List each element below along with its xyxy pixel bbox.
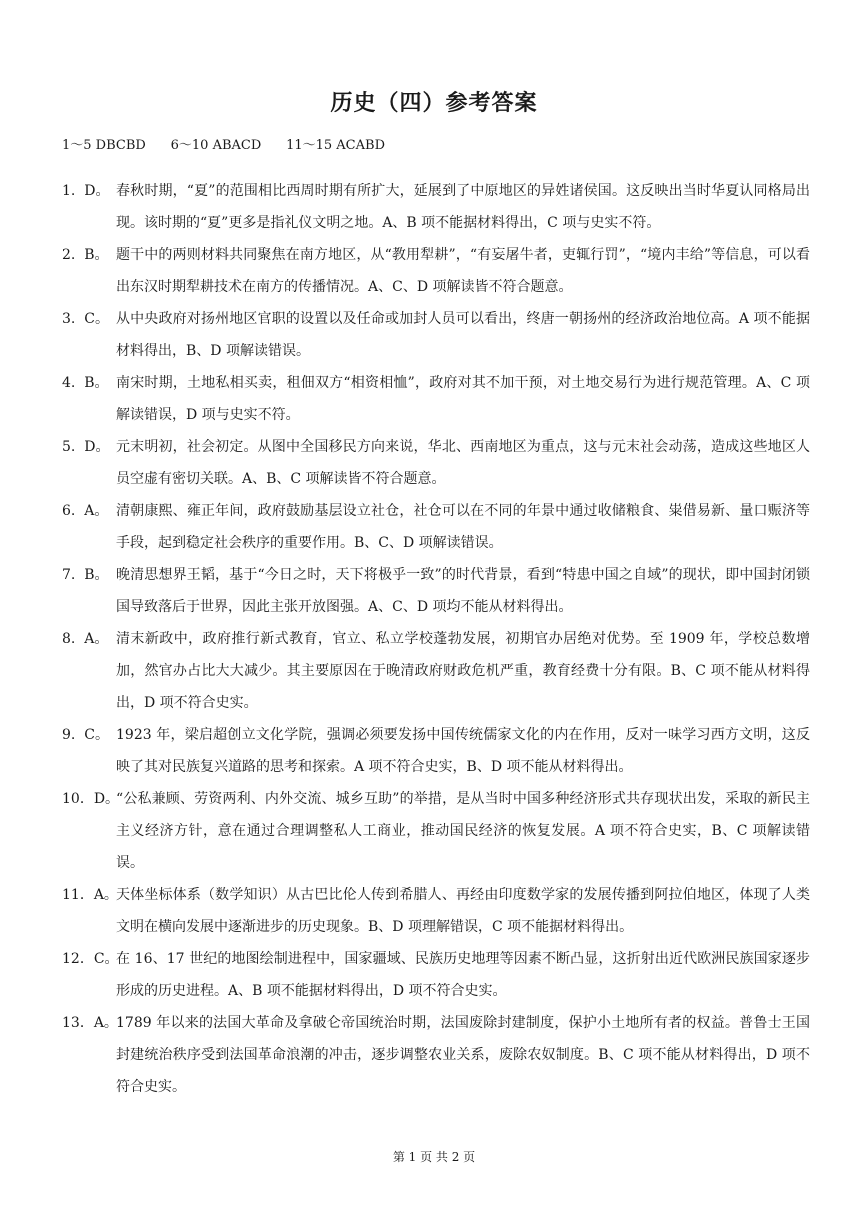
answer-item-5 [62, 431, 810, 495]
answer-number: 8. A。 [62, 631, 109, 647]
answer-explanation: 春秋时期，“夏”的范围相比西周时期有所扩大，延展到了中原地区的异姓诸侯国。这反映出当时华夏认同格局出现。该时期的“夏”更多是指礼仪文明之地。A、B 项不能据材料得出，C 项与史实不符。 [116, 183, 810, 231]
answer-key-group-2: 6～10 ABACD [170, 138, 262, 153]
answer-item-7 [62, 559, 810, 623]
answer-number: 6. A。 [62, 503, 109, 519]
answer-explanation: 天体坐标体系（数学知识）从古巴比伦人传到希腊人、再经由印度数学家的发展传播到阿拉伯地区，体现了人类文明在横向发展中逐渐进步的历史现象。B、D 项理解错误，C 项不能据材料得出。 [116, 887, 810, 935]
answer-item-9 [62, 719, 810, 783]
answer-explanation: 晚清思想界王韬，基于“今日之时，天下将极乎一致”的时代背景，看到“特患中国之自域”的现状，即中国封闭锁国导致落后于世界，因此主张开放图强。A、C、D 项均不能从材料得出。 [116, 567, 810, 615]
answer-number: 9. C。 [62, 727, 109, 743]
page-footer: 第 1 页 共 2 页 [392, 1150, 476, 1164]
answer-number: 2. B。 [62, 247, 109, 263]
answer-item-2 [62, 239, 810, 303]
answer-number: 1. D。 [62, 183, 110, 199]
answer-explanation: 元末明初，社会初定。从图中全国移民方向来说，华北、西南地区为重点，这与元末社会动荡，造成这些地区人员空虚有密切关联。A、B、C 项解读皆不符合题意。 [116, 439, 810, 487]
answer-item-1 [62, 175, 810, 239]
answer-key-group-1: 1～5 DBCBD [62, 138, 146, 153]
answer-number: 10．D。 [62, 791, 120, 807]
answer-explanation: “公私兼顾、劳资两利、内外交流、城乡互助”的举措，是从当时中国多种经济形式共存现状出发，采取的新民主主义经济方针，意在通过合理调整私人工商业，推动国民经济的恢复发展。A 项不符合史实，B、C 项解读错误。 [116, 791, 810, 871]
answer-item-8 [62, 623, 810, 719]
answer-key-group-3: 11～15 ACABD [286, 138, 385, 153]
answer-explanation: 南宋时期，土地私相买卖，租佃双方“相资相恤”，政府对其不加干预，对土地交易行为进行规范管理。A、C 项解读错误，D 项与史实不符。 [116, 375, 810, 423]
answer-number: 11．A。 [62, 887, 118, 903]
answer-explanation: 1923 年，梁启超创立文化学院，强调必须要发扬中国传统儒家文化的内在作用，反对一味学习西方文明，这反映了其对民族复兴道路的思考和探索。A 项不符合史实，B、D 项不能从材料得出。 [116, 727, 810, 775]
answer-item-12 [62, 943, 810, 1007]
answer-item-11 [62, 879, 810, 943]
answer-explanation: 题干中的两则材料共同聚焦在南方地区，从“教用犁耕”，“有妄屠牛者，吏辄行罚”，“境内丰给”等信息，可以看出东汉时期犁耕技术在南方的传播情况。A、C、D 项解读皆不符合题意。 [116, 247, 810, 295]
answer-number: 12．C。 [62, 951, 119, 967]
answer-explanation: 清末新政中，政府推行新式教育，官立、私立学校蓬勃发展，初期官办居绝对优势。至 1909 年，学校总数增加，然官办占比大大减少。其主要原因在于晚清政府财政危机严重，教育经费十分有限。B、C 项不能从材料得出，D 项不符合史实。 [116, 631, 810, 711]
answer-number: 3. C。 [62, 311, 109, 327]
answer-explanation: 清朝康熙、雍正年间，政府鼓励基层设立社仓，社仓可以在不同的年景中通过收储粮食、粜借易新、量口赈济等手段，起到稳定社会秩序的重要作用。B、C、D 项解读错误。 [116, 503, 810, 551]
answer-item-6 [62, 495, 810, 559]
answer-explanation: 在 16、17 世纪的地图绘制进程中，国家疆域、民族历史地理等因素不断凸显，这折射出近代欧洲民族国家逐步形成的历史进程。A、B 项不能据材料得出，D 项不符合史实。 [116, 951, 810, 999]
answer-explanation: 从中央政府对扬州地区官职的设置以及任命或加封人员可以看出，终唐一朝扬州的经济政治地位高。A 项不能据材料得出，B、D 项解读错误。 [116, 311, 810, 359]
answer-item-3 [62, 303, 810, 367]
answer-number: 5. D。 [62, 439, 110, 455]
answer-explanation: 1789 年以来的法国大革命及拿破仑帝国统治时期，法国废除封建制度，保护小土地所有者的权益。普鲁士王国封建统治秩序受到法国革命浪潮的冲击，逐步调整农业关系，废除农奴制度。B、C 项不能从材料得出，D 项不符合史实。 [116, 1015, 810, 1095]
answer-explanations [62, 175, 810, 1103]
answer-item-4 [62, 367, 810, 431]
answer-number: 13．A。 [62, 1015, 118, 1031]
page-title: 历史（四）参考答案 [330, 90, 538, 116]
answer-number: 4. B。 [62, 375, 109, 391]
answer-key-summary [62, 134, 385, 153]
answer-item-10 [62, 783, 810, 879]
answer-item-13 [62, 1007, 810, 1103]
answer-number: 7. B。 [62, 567, 109, 583]
